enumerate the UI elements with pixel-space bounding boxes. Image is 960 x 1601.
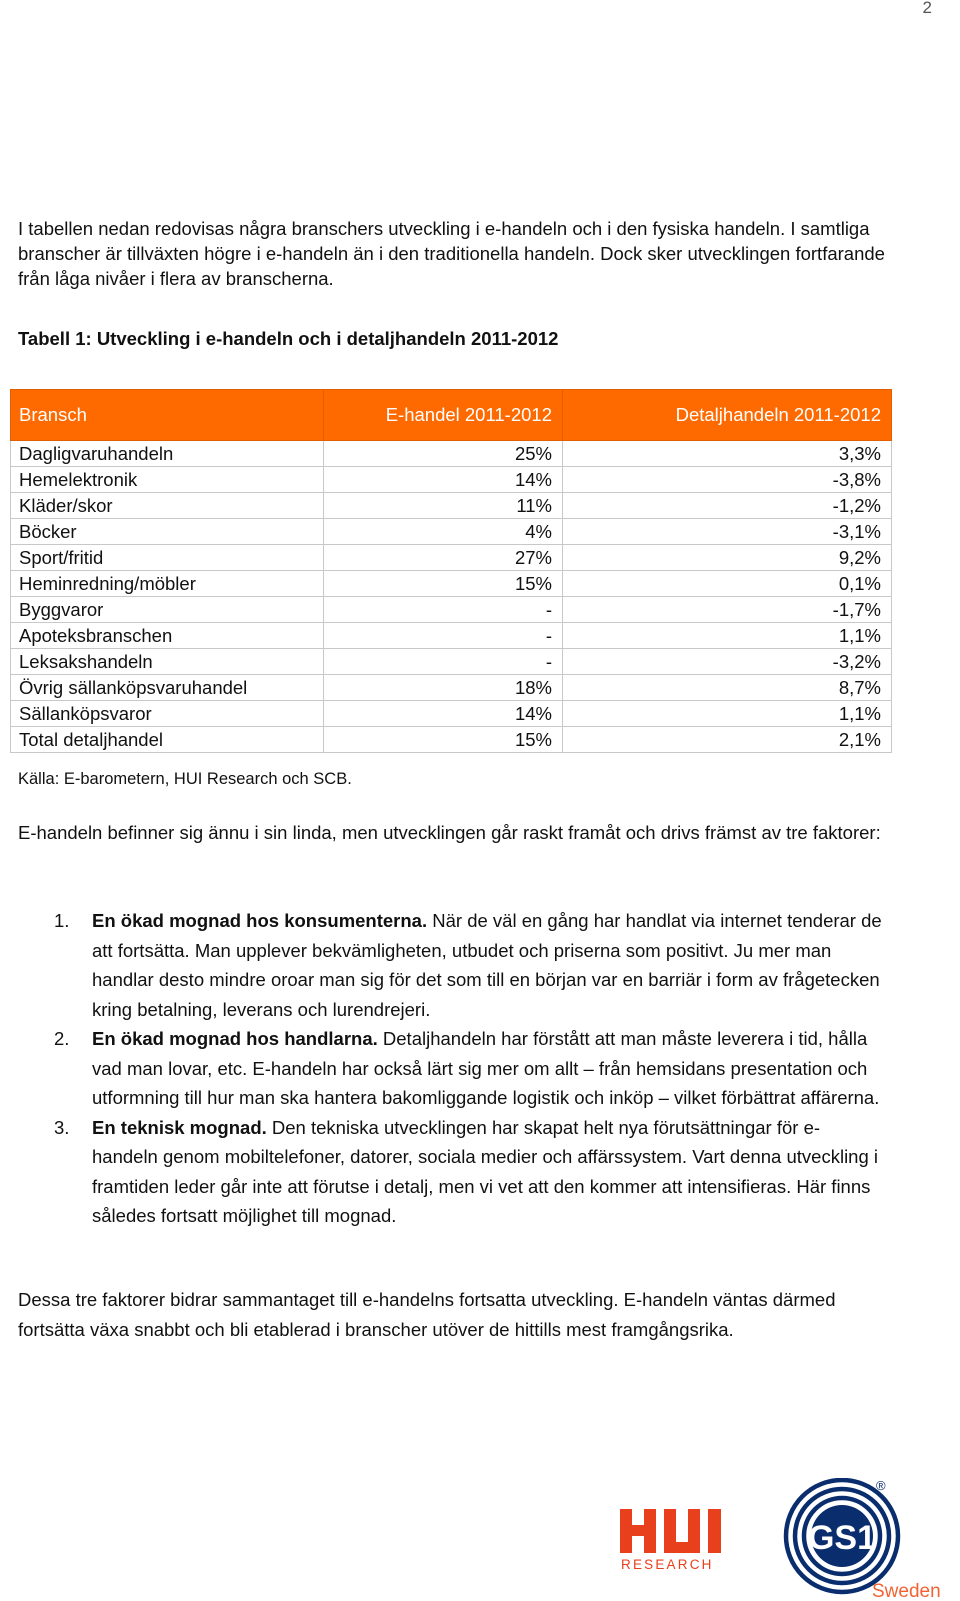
cell-detaljhandel: -3,2%	[563, 649, 892, 675]
table-header-row	[11, 390, 892, 441]
table-row	[11, 597, 892, 623]
table-source: Källa: E-barometern, HUI Research och SCB.	[18, 770, 352, 788]
cell-detaljhandel: 0,1%	[563, 571, 892, 597]
factor-number: 3.	[54, 1116, 70, 1138]
table-row	[11, 571, 892, 597]
factor-text: När de väl en gång har handlat via internet tenderar de att fortsätta. Man upplever bekvämligheten, utbudet och priserna som positivt. Ju mer man handlar desto mindre oroar man sig för det som till en början var en barriär i form av frågetecken kring betalning, leverans och lurendrejeri.	[92, 910, 882, 1020]
table-row	[11, 675, 892, 701]
cell-bransch: Sport/fritid	[11, 545, 324, 571]
cell-ehandel: 27%	[324, 545, 563, 571]
factor-text: Den tekniska utvecklingen har skapat helt nya förutsättningar för e-handeln genom mobiltelefoner, datorer, sociala medier och affärssystem. Vart denna utveckling i framtiden leder går inte att förutse i detalj, men vi vet att den kommer att intensifieras. Här finns således fortsatt möjlighet till mognad.	[92, 1116, 879, 1226]
cell-ehandel: 15%	[324, 571, 563, 597]
page-number: 2	[922, 0, 932, 17]
cell-bransch: Leksakshandeln	[11, 649, 324, 675]
cell-detaljhandel: -1,7%	[563, 597, 892, 623]
factor-item	[54, 1024, 882, 1113]
cell-bransch: Dagligvaruhandeln	[11, 441, 324, 467]
factor-number: 1.	[54, 910, 70, 931]
table-row	[11, 701, 892, 727]
table-row	[11, 545, 892, 571]
cell-bransch: Total detaljhandel	[11, 727, 324, 753]
cell-ehandel: 11%	[324, 493, 563, 519]
cell-bransch: Hemelektronik	[11, 467, 324, 493]
cell-bransch: Kläder/skor	[11, 493, 324, 519]
factor-title: En ökad mognad hos konsumenterna.	[92, 910, 428, 931]
cell-bransch: Byggvaror	[11, 597, 324, 623]
registered-mark: ®	[876, 1478, 886, 1493]
cell-detaljhandel: 3,3%	[563, 441, 892, 467]
cell-ehandel: -	[324, 623, 563, 649]
cell-ehandel: 4%	[324, 519, 563, 545]
cell-ehandel: -	[324, 649, 563, 675]
table-title: Tabell 1: Utveckling i e-handeln och i detaljhandeln 2011-2012	[18, 328, 559, 349]
cell-detaljhandel: -1,2%	[563, 493, 892, 519]
growth-table	[10, 389, 892, 753]
gs1-country: Sweden	[872, 1581, 941, 1601]
cell-ehandel: 18%	[324, 675, 563, 701]
factor-title: En teknisk mognad.	[92, 1116, 267, 1138]
header-detaljhandel: Detaljhandeln 2011-2012	[563, 390, 892, 441]
cell-bransch: Sällanköpsvaror	[11, 701, 324, 727]
cell-ehandel: 14%	[324, 467, 563, 493]
cell-ehandel: -	[324, 597, 563, 623]
hui-subtitle: RESEARCH	[621, 1557, 714, 1572]
cell-detaljhandel: 2,1%	[563, 727, 892, 753]
header-bransch: Bransch	[11, 390, 324, 441]
cell-bransch: Heminredning/möbler	[11, 571, 324, 597]
cell-bransch: Övrig sällanköpsvaruhandel	[11, 675, 324, 701]
cell-detaljhandel: 1,1%	[563, 623, 892, 649]
factor-number: 2.	[54, 1028, 70, 1049]
header-ehandel: E-handel 2011-2012	[324, 390, 563, 441]
gs1-letters: GS1	[807, 1519, 877, 1557]
cell-detaljhandel: -3,8%	[563, 467, 892, 493]
cell-ehandel: 15%	[324, 727, 563, 753]
cell-ehandel: 14%	[324, 701, 563, 727]
factors-list	[54, 906, 882, 1231]
factor-item	[54, 1113, 882, 1231]
cell-bransch: Apoteksbranschen	[11, 623, 324, 649]
cell-bransch: Böcker	[11, 519, 324, 545]
gs1-sweden-logo	[782, 1478, 944, 1601]
table-row	[11, 623, 892, 649]
cell-detaljhandel: 8,7%	[563, 675, 892, 701]
factor-text: Detaljhandeln har förstått att man måste leverera i tid, hålla vad man lovar, etc. E-handeln har också lärt sig mer om allt – från hemsidans presentation och utformning till hur man ska hantera bakomliggande logistik och inköp – vilket förbättrat affärerna.	[92, 1028, 880, 1108]
intro-paragraph: I tabellen nedan redovisas några branschers utveckling i e-handeln och i den fysiska handeln. I samtliga branscher är tillväxten högre i e-handeln än i den traditionella handeln. Dock sker utvecklingen fortfarande från låga nivåer i flera av branscherna.	[18, 218, 885, 289]
hui-research-logo	[618, 1505, 748, 1573]
factors-intro-paragraph: E-handeln befinner sig ännu i sin linda, men utvecklingen går raskt framåt och drivs främst av tre faktorer:	[18, 822, 881, 843]
factor-item	[54, 906, 882, 1024]
closing-paragraph: Dessa tre faktorer bidrar sammantaget till e-handelns fortsatta utveckling. E-handeln väntas därmed fortsätta växa snabbt och bli etablerad i branscher utöver de hittills mest framgångsrika.	[18, 1289, 836, 1340]
cell-ehandel: 25%	[324, 441, 563, 467]
table-row	[11, 727, 892, 753]
cell-detaljhandel: 1,1%	[563, 701, 892, 727]
table-row	[11, 519, 892, 545]
table-row	[11, 441, 892, 467]
table-row	[11, 467, 892, 493]
table-row	[11, 493, 892, 519]
factor-title: En ökad mognad hos handlarna.	[92, 1028, 378, 1049]
table-row	[11, 649, 892, 675]
cell-detaljhandel: 9,2%	[563, 545, 892, 571]
cell-detaljhandel: -3,1%	[563, 519, 892, 545]
